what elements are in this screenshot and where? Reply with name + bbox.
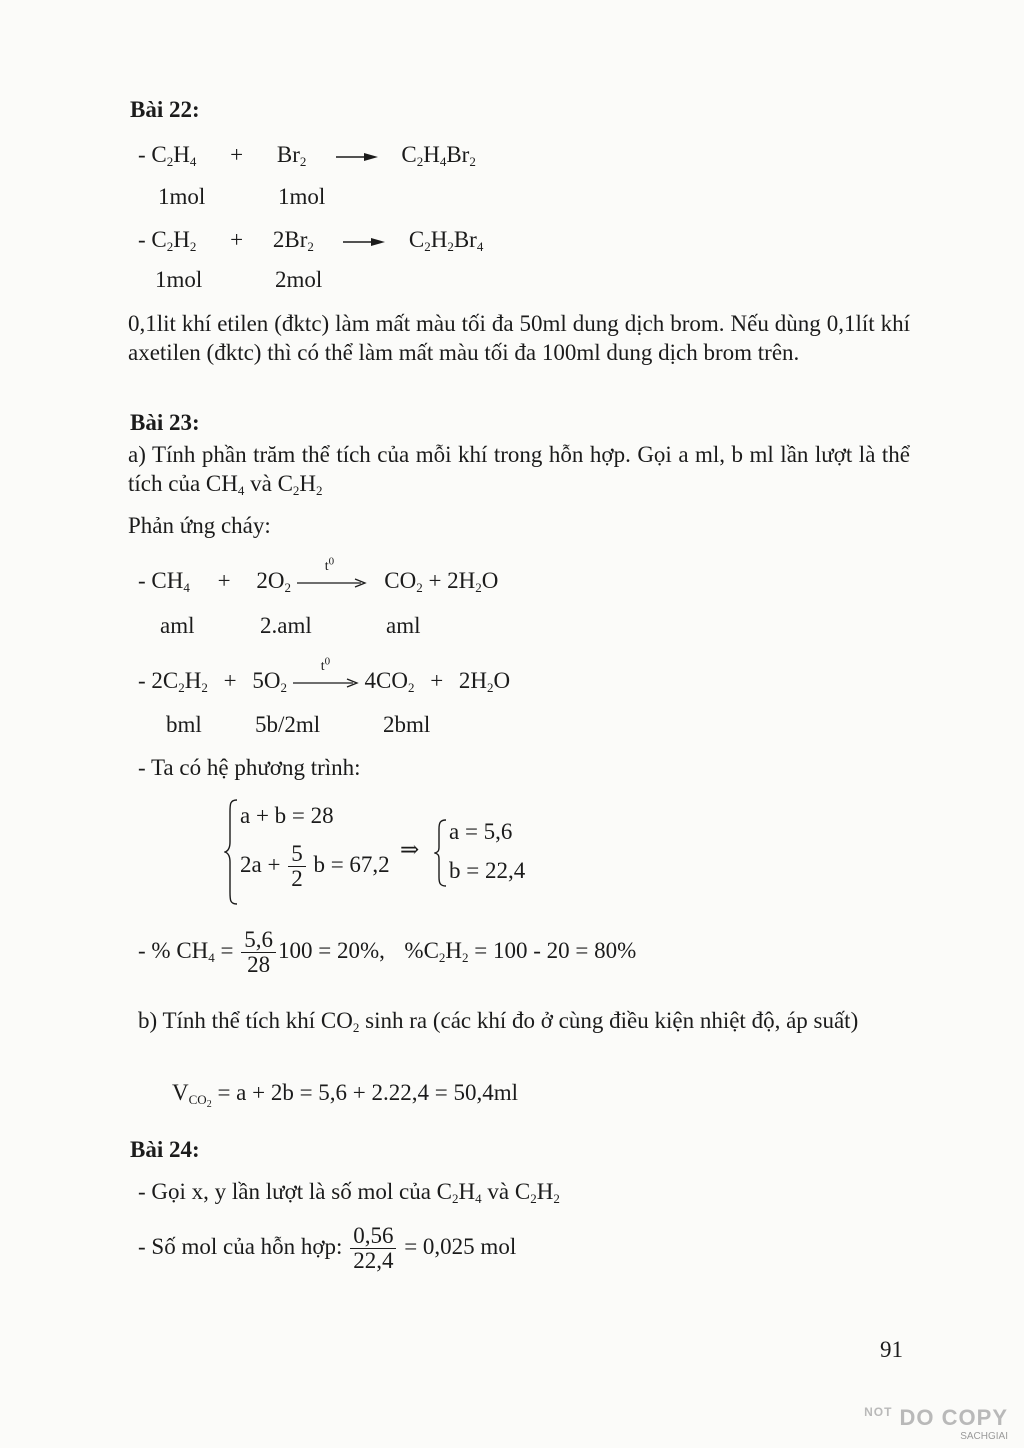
- vol-1a: aml: [160, 613, 195, 638]
- vol-2c: 2bml: [383, 712, 431, 737]
- burn-label: Phản ứng cháy:: [128, 513, 271, 538]
- reaction-2: - $C_2H_2 + 2Br_2$ $C_2H_2Br_4$: [138, 227, 484, 254]
- watermark-logo: $^{NOT}$ DO COPY SACHGIAI: [864, 1405, 1008, 1442]
- vol-2b: 5b/2ml: [255, 712, 321, 737]
- b24-line-1: - Gọi x, y lần lượt là số mol của $C_2H_4$ và $C_2H_2$: [138, 1179, 560, 1206]
- mol-1b: 1mol: [278, 184, 326, 209]
- vol-1c: aml: [386, 613, 421, 638]
- solution-a: a = 5,6: [449, 819, 513, 844]
- paragraph-b22: 0,1lit khí etilen (đktc) làm mất màu tối đa 50ml dung dịch brom. Nếu dùng 0,1lít khí axetilen (đktc) thì có thể làm mất màu tối đa 100ml dung dịch brom trên.: [128, 311, 910, 365]
- section-title-b22: Bài 22:: [130, 97, 200, 122]
- paragraph-b23b: b) Tính thể tích khí $CO_2$ sinh ra (các khí đo ở cùng điều kiện nhiệt độ, áp suất): [138, 1008, 859, 1035]
- solution-b: b = 22,4: [449, 858, 526, 883]
- arrow-icon: [336, 152, 378, 162]
- fraction: $\frac{0,56}{22,4}$: [350, 1224, 396, 1273]
- section-title-b24: Bài 24:: [130, 1137, 200, 1162]
- mol-2a: 1mol: [155, 267, 203, 292]
- heat-arrow-icon: $t^0$: [293, 677, 359, 689]
- right-brace-icon: [434, 818, 448, 888]
- volume-co2: $V_{CO_2} = a + 2b = 5,6 + 2.22,4 = 50,4ml$: [172, 1080, 519, 1110]
- implies-symbol: ⇒: [400, 837, 420, 862]
- mol-2b: 2mol: [275, 267, 323, 292]
- system-intro: - Ta có hệ phương trình:: [138, 755, 361, 780]
- vol-1b: 2.aml: [260, 613, 312, 638]
- vol-2a: bml: [166, 712, 202, 737]
- page-number: 91: [880, 1337, 903, 1362]
- paragraph-b23a: a) Tính phần trăm thể tích của mỗi khí trong hỗn hợp. Gọi a ml, b ml lần lượt là thể tích của $CH_4$ và $C_2H_2$: [128, 442, 910, 498]
- arrow-icon: [343, 237, 385, 247]
- reaction-1: - $C_2H_4 + Br_2$ $C_2H_4Br_2$: [138, 142, 476, 169]
- equation-1: a + b = 28: [240, 803, 334, 828]
- fraction: $\frac{5,6}{28}$: [241, 928, 276, 977]
- left-brace-icon: [224, 798, 240, 906]
- combustion-2: - $2C_2H_2 + 5O_2$ $t^0$ $4CO_2 + 2H_2O$: [138, 655, 511, 695]
- reactant-text: - C: [138, 142, 167, 167]
- percentage-line: - % $CH_4$ = $\frac{5,6}{28}$ 100 = 20%, $\%C_2H_2 = 100 - 20 = 80\%$: [138, 927, 637, 978]
- fraction: $\frac{5}{2}$: [288, 842, 306, 891]
- section-title-b23: Bài 23:: [130, 410, 200, 435]
- equation-2: 2a + $\frac{5}{2}$ b = 67,2: [240, 841, 390, 892]
- mol-1a: 1mol: [158, 184, 206, 209]
- b24-line-2: - Số mol của hỗn hợp: $\frac{0,56}{22,4}$ = 0,025 mol: [138, 1223, 517, 1274]
- combustion-1: - $CH_4 + 2O_2$ $t^0$ $CO_2 + 2H_2O$: [138, 555, 499, 595]
- heat-arrow-icon: $t^0$: [297, 577, 367, 589]
